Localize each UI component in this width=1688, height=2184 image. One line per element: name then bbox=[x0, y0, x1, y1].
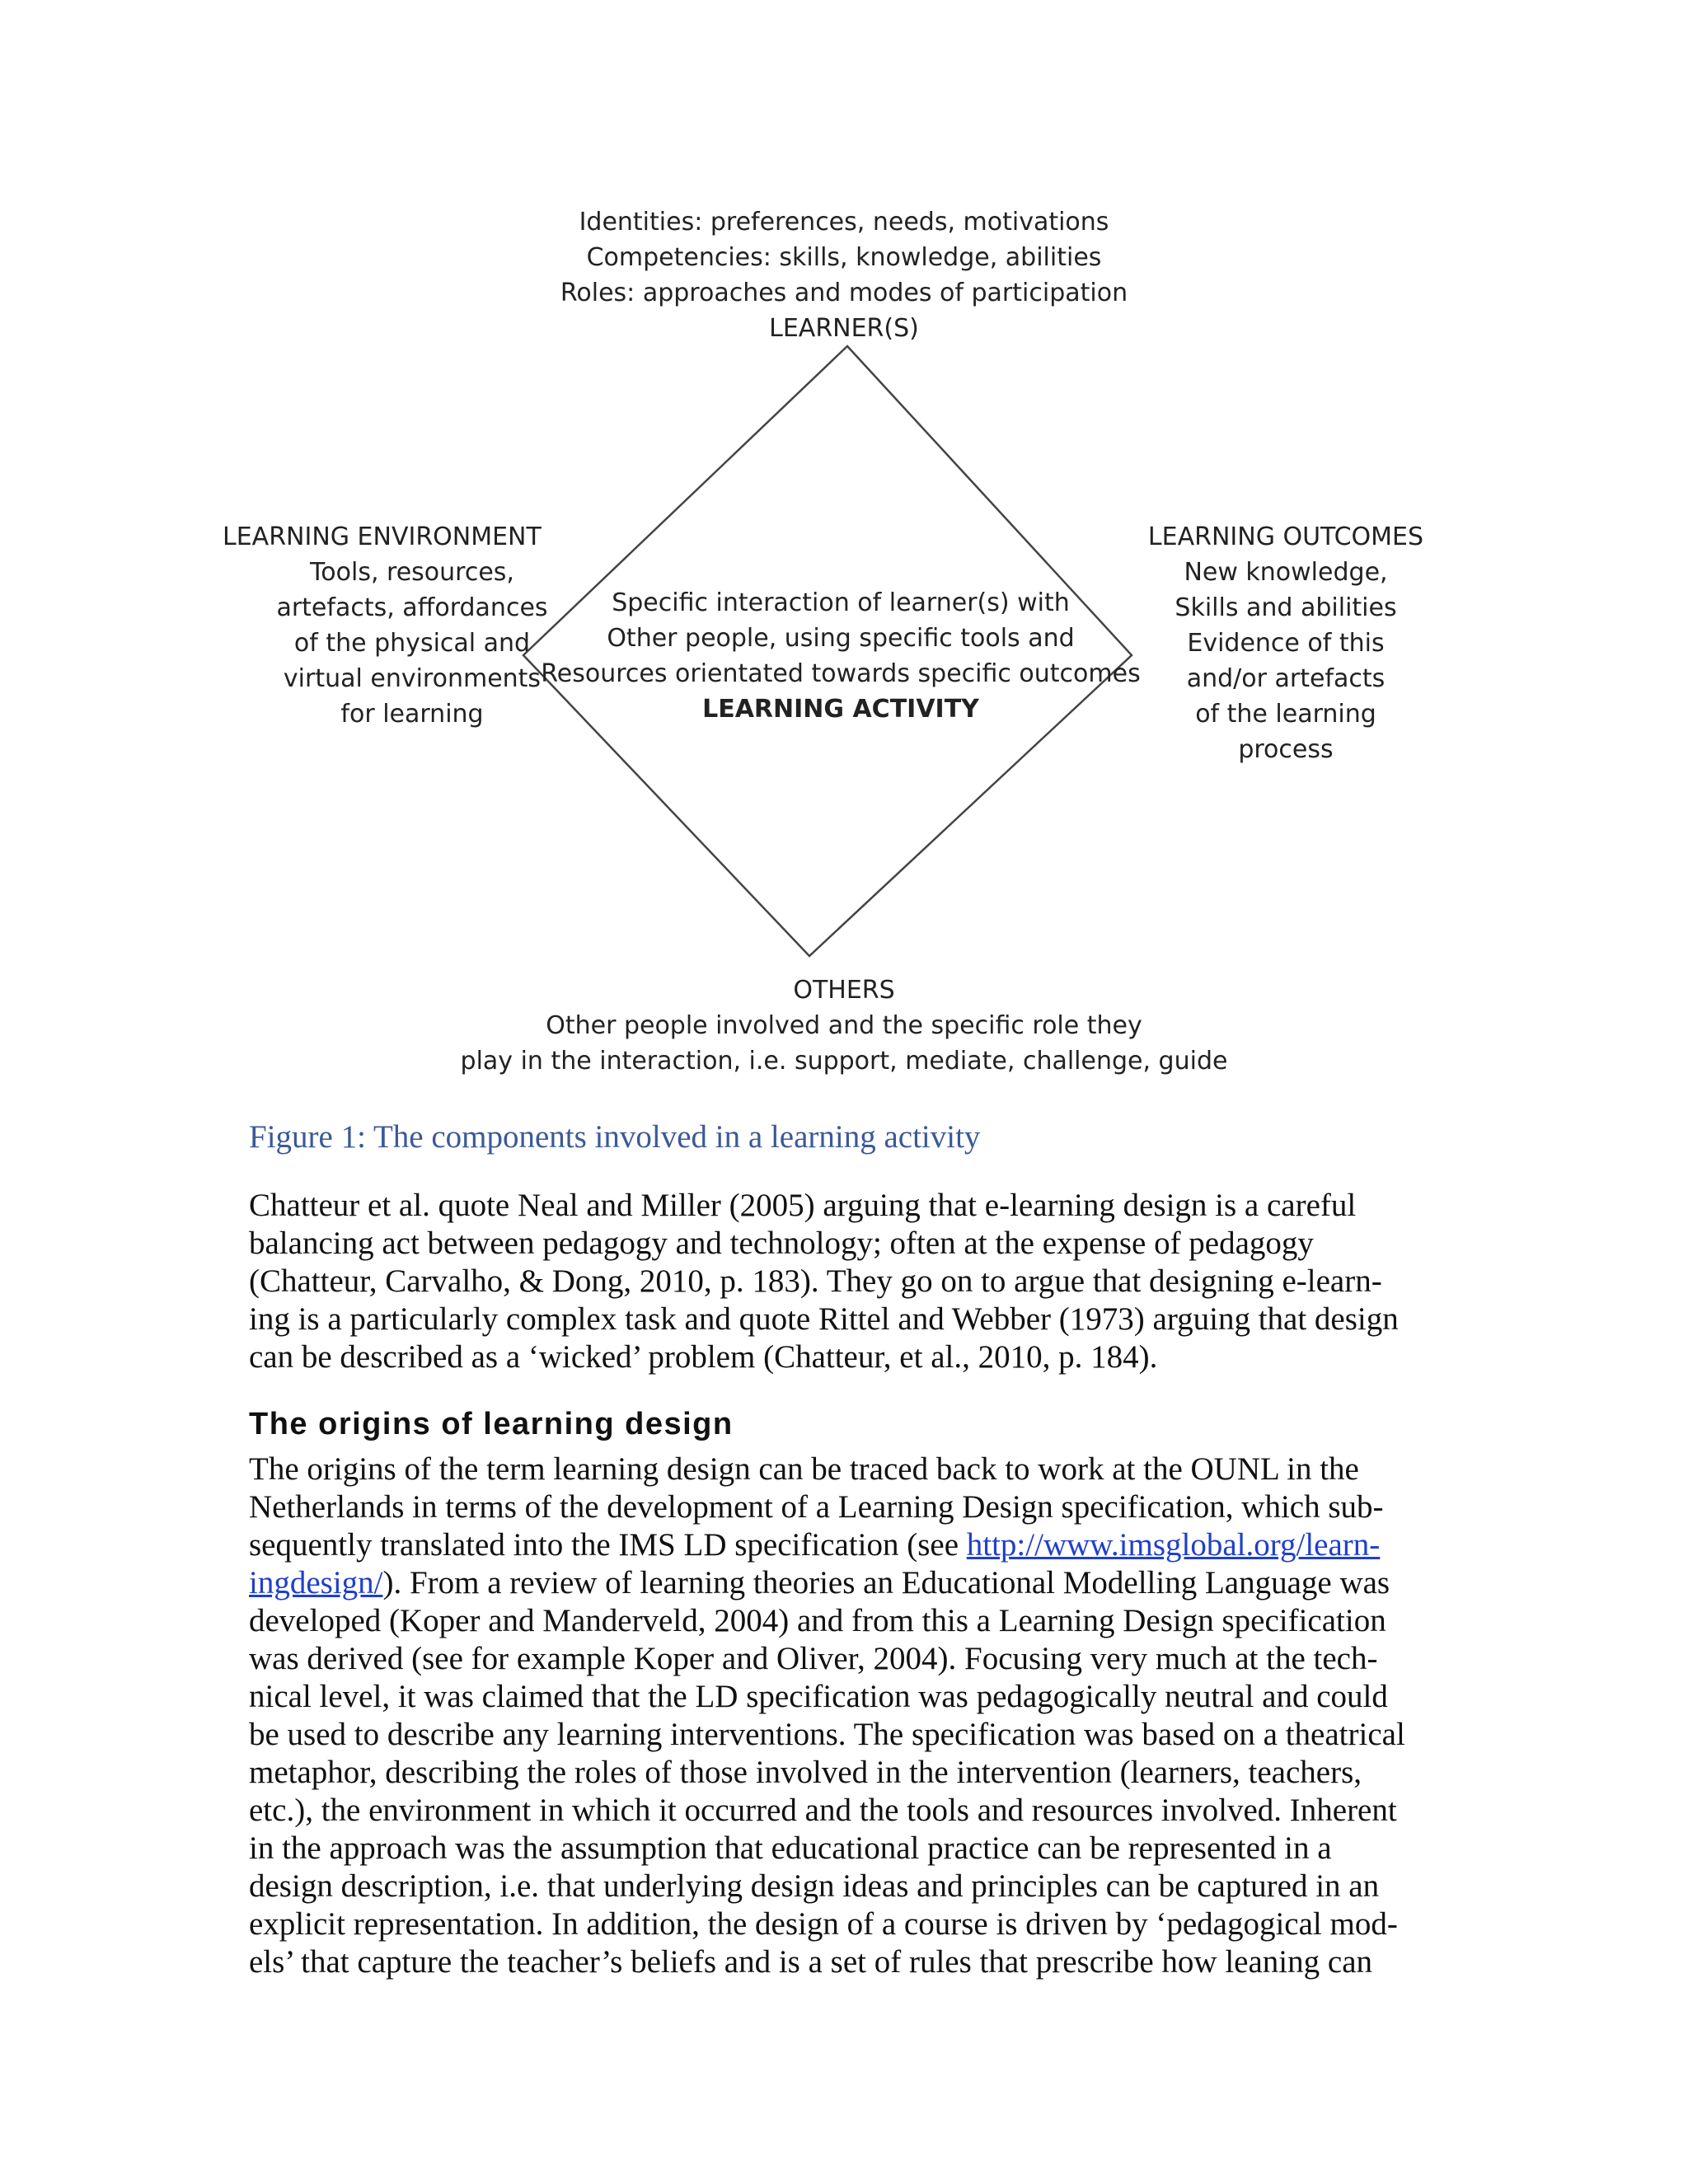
text-line: explicit representation. In addition, the design of a course is driven by ‘pedagogical mod- bbox=[249, 1906, 1398, 1942]
text-line: be used to describe any learning interventions. The specification was based on a theatrical bbox=[249, 1717, 1405, 1752]
paragraph-chatteur bbox=[249, 1187, 1461, 1376]
learner-identities: Identities: preferences, needs, motivations bbox=[579, 208, 1109, 237]
text-line: Chatteur et al. quote Neal and Miller (2005) arguing that e-learning design is a careful bbox=[249, 1188, 1357, 1223]
figure-caption: Figure 1: The components involved in a learning activity bbox=[249, 1119, 981, 1155]
paragraph-origins bbox=[249, 1451, 1461, 1981]
outcomes-title: LEARNING OUTCOMES bbox=[1147, 523, 1424, 551]
text-span: ). From a review of learning theories an Educational Modelling Language was bbox=[382, 1565, 1390, 1601]
text-line: design description, i.e. that underlying design ideas and principles can be captured in an bbox=[249, 1868, 1380, 1904]
activity-title: LEARNING ACTIVITY bbox=[702, 695, 979, 724]
activity-line: Specific interaction of learner(s) with bbox=[612, 588, 1070, 617]
activity-block bbox=[528, 585, 1154, 727]
imsglobal-link-continued[interactable]: ingdesign/ bbox=[249, 1565, 383, 1601]
text-line: nical level, it was claimed that the LD specification was pedagogically neutral and could bbox=[249, 1679, 1388, 1714]
outcomes-line: New knowledge, bbox=[1184, 558, 1388, 587]
outcomes-block bbox=[1121, 519, 1451, 767]
text-span: sequently translated into the IMS LD specification (see bbox=[249, 1527, 967, 1563]
text-line: The origins of the term learning design can be traced back to work at the OUNL in the bbox=[249, 1451, 1359, 1487]
text-line: can be described as a ‘wicked’ problem (Chatteur, et al., 2010, p. 184). bbox=[249, 1339, 1158, 1375]
imsglobal-link[interactable]: http://www.imsglobal.org/learn- bbox=[966, 1527, 1381, 1563]
text-line: Netherlands in terms of the development of a Learning Design specification, which sub- bbox=[249, 1489, 1384, 1525]
text-line: developed (Koper and Manderveld, 2004) and from this a Learning Design specification bbox=[249, 1603, 1386, 1638]
environment-line: of the physical and bbox=[293, 629, 531, 658]
text-line: etc.), the environment in which it occurred and the tools and resources involved. Inherent bbox=[249, 1793, 1397, 1828]
activity-line: Other people, using specific tools and bbox=[607, 624, 1075, 653]
section-heading: The origins of learning design bbox=[249, 1407, 734, 1441]
text-line bbox=[249, 1526, 1461, 1564]
text-line: metaphor, describing the roles of those involved in the intervention (learners, teachers, bbox=[249, 1755, 1362, 1790]
outcomes-line: process bbox=[1238, 735, 1334, 764]
text-line: ing is a particularly complex task and quote Rittel and Webber (1973) arguing that design bbox=[249, 1301, 1399, 1337]
text-line: els’ that capture the teacher’s beliefs and is a set of rules that prescribe how leaning can bbox=[249, 1944, 1373, 1980]
learner-block bbox=[514, 204, 1174, 346]
environment-title: LEARNING ENVIRONMENT bbox=[223, 523, 542, 551]
others-line: play in the interaction, i.e. support, mediate, challenge, guide bbox=[460, 1047, 1228, 1076]
outcomes-line: of the learning bbox=[1195, 700, 1376, 729]
outcomes-line: Evidence of this bbox=[1187, 629, 1385, 658]
environment-line: Tools, resources, bbox=[310, 558, 514, 587]
environment-line: virtual environments bbox=[283, 664, 542, 693]
outcomes-line: Skills and abilities bbox=[1175, 593, 1397, 622]
text-line: in the approach was the assumption that educational practice can be represented in a bbox=[249, 1830, 1332, 1866]
others-line: Other people involved and the specific role they bbox=[546, 1011, 1142, 1040]
learner-roles: Roles: approaches and modes of participation bbox=[560, 279, 1128, 307]
learner-title: LEARNER(S) bbox=[769, 314, 919, 343]
learner-competencies: Competencies: skills, knowledge, abilities bbox=[586, 243, 1102, 272]
others-block bbox=[349, 972, 1339, 1079]
environment-line: artefacts, affordances bbox=[276, 593, 548, 622]
environment-line: for learning bbox=[340, 700, 484, 729]
activity-line: Resources orientated towards specific outcomes bbox=[541, 659, 1141, 688]
text-line: was derived (see for example Koper and Oliver, 2004). Focusing very much at the tech- bbox=[249, 1641, 1378, 1676]
text-line: balancing act between pedagogy and technology; often at the expense of pedagogy bbox=[249, 1226, 1314, 1261]
others-title: OTHERS bbox=[793, 976, 895, 1005]
text-line: (Chatteur, Carvalho, & Dong, 2010, p. 183). They go on to argue that designing e-learn- bbox=[249, 1263, 1382, 1299]
outcomes-line: and/or artefacts bbox=[1186, 664, 1386, 693]
text-line bbox=[249, 1564, 1461, 1602]
